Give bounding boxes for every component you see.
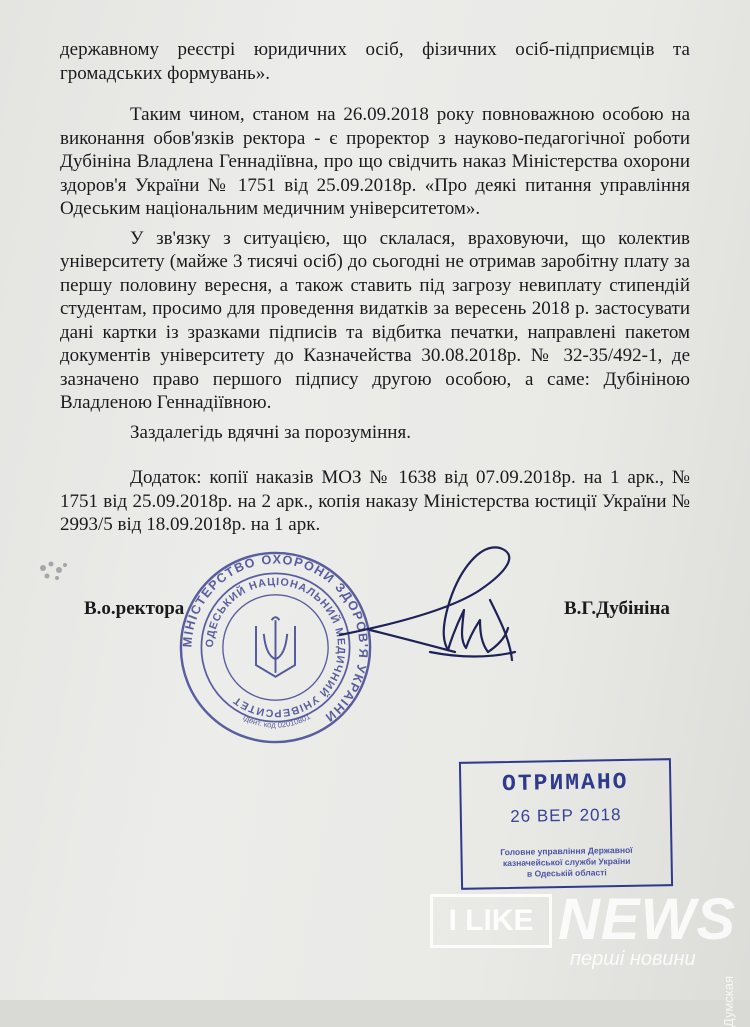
watermark-tagline: перші новини	[570, 948, 696, 970]
received-stamp-date: 26 ВЕР 2018	[510, 805, 622, 826]
paragraph-thanks: Заздалегідь вдячні за порозуміння.	[130, 421, 411, 443]
trident-icon	[256, 617, 295, 676]
paragraph-acting-rector: Таким чином, станом на 26.09.2018 року повноважною особою на виконання обов'язків ректора - є проректор з науково-педагогічної роботи Дубініна Владлена Геннадіївна, про що свідчить наказ Міністерства охорони здоров'я України № 1751 від 25.09.2018р. «Про деякі питання управління Одеським національним медичним університетом».	[60, 104, 690, 219]
signatory-title: В.о.ректора	[84, 598, 185, 619]
watermark-box-text: I LIKE	[430, 894, 552, 948]
received-stamp-title: ОТРИМАНО	[501, 768, 629, 798]
seal-outer-text: МІНІСТЕРСТВО ОХОРОНИ ЗДОРОВ'Я УКРАЇНИ	[180, 552, 371, 726]
received-stamp	[459, 758, 673, 890]
received-stamp-line-1: Головне управління Державної	[500, 844, 633, 858]
news-watermark	[430, 887, 736, 980]
seal-code-text: Ідент. код 02010801	[241, 711, 312, 730]
received-stamp-line-2: казначейської служби України	[502, 855, 631, 869]
paragraph-attachments: Додаток: копії наказів МОЗ № 1638 від 07.09.2018р. на 1 арк., № 1751 від 25.09.2018р. на 2 арк., копія наказу Міністерства юстиції України № 2993/5 від 18.09.2018р. на 1 арк.	[60, 467, 690, 535]
signatory-name: В.Г.Дубініна	[564, 598, 670, 619]
paragraph-continuation: державному реєстрі юридичних осіб, фізичних осіб-підприємців та громадських формувань».	[60, 39, 690, 84]
ink-smudge-icon	[33, 556, 73, 586]
letter-body	[60, 38, 690, 537]
received-stamp-line-3: в Одеській області	[526, 867, 607, 879]
handwritten-signature-icon	[330, 540, 550, 690]
source-watermark: Думская	[721, 976, 736, 1027]
paragraph-request: У зв'язку з ситуацією, що склалася, враховуючи, що колектив університету (майже 3 тисячі осіб) до сьогодні не отримав заробітну плату за першу половину вересня, а також ставить під загрозу невиплату стипендій студентам, просимо для проведення видатків за вересень 2018 р. застосувати дані картки із зразками підписів та відбитка печатки, направлені пакетом документів університету до Казначейства 30.08.2018р. № 32-35/492-1, де зазначено право першого підпису другою особою, а саме: Дубініною Владленою Геннадіївною.	[60, 227, 690, 413]
seal-inner-text: ОДЕСЬКИЙ НАЦІОНАЛЬНИЙ МЕДИЧНИЙ УНІВЕРСИТЕТ	[203, 575, 348, 719]
watermark-brand: NEWS	[558, 887, 736, 952]
